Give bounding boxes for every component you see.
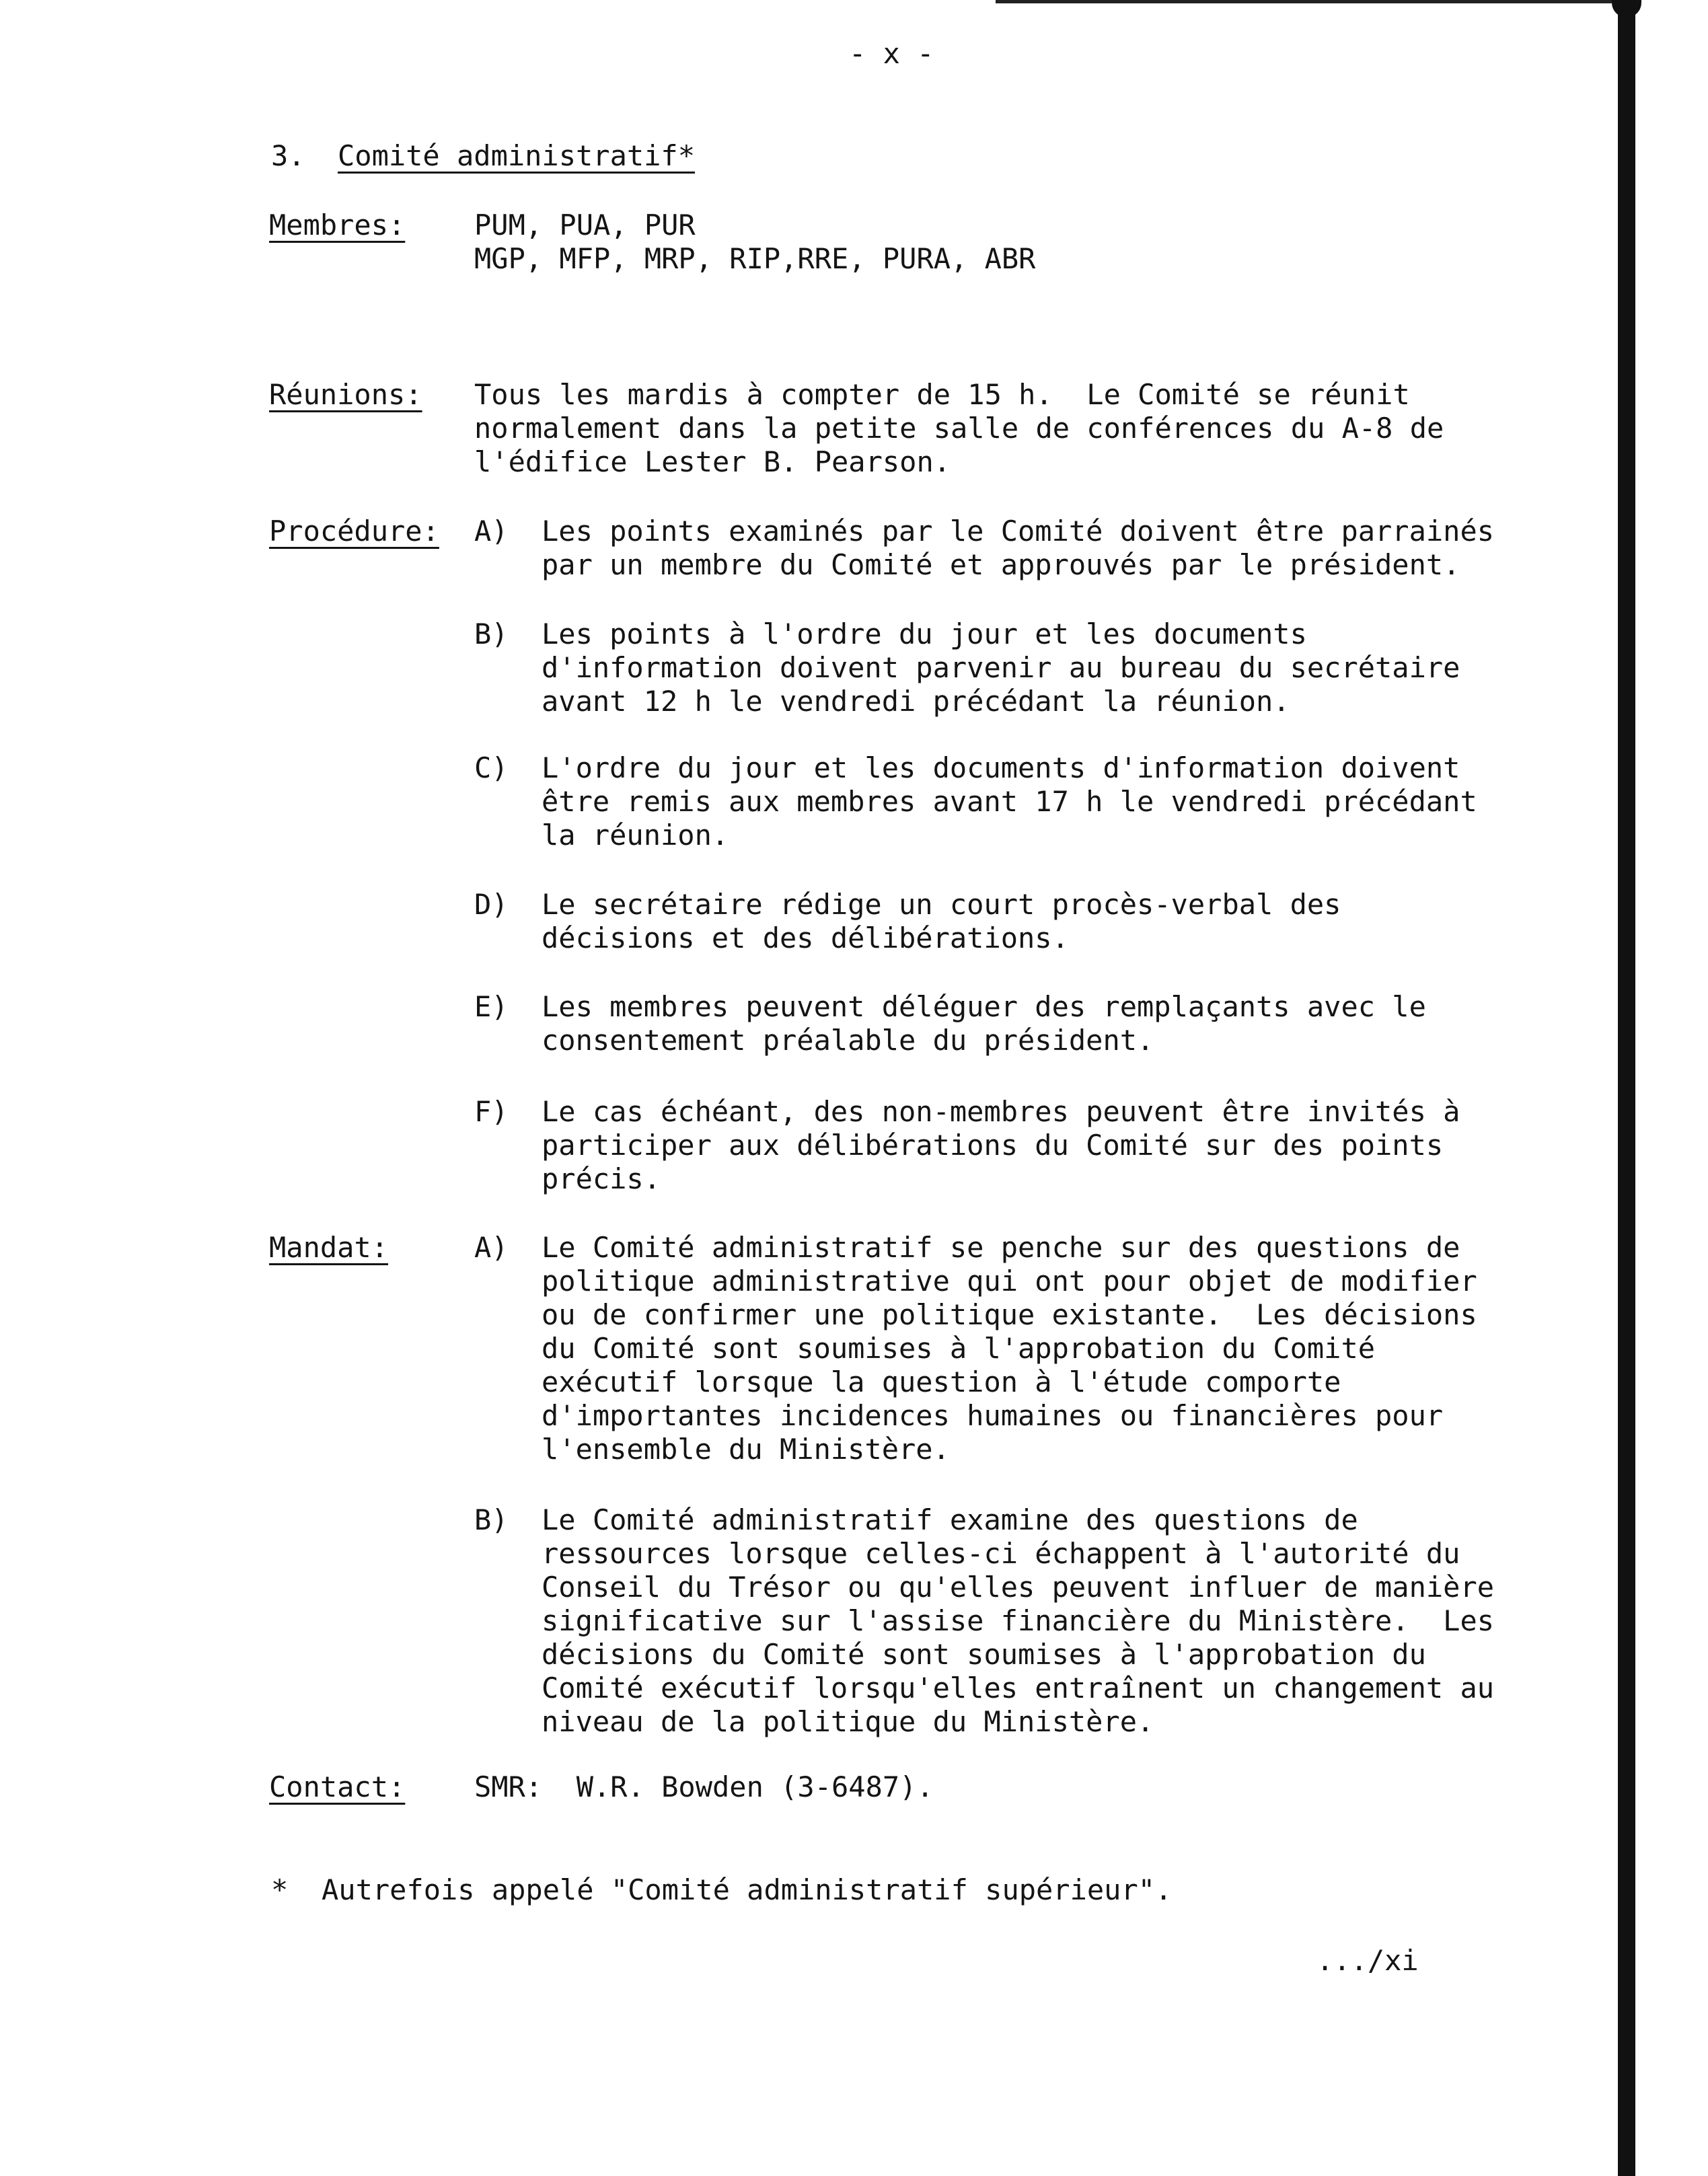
- contact-text: SMR: W.R. Bowden (3-6487).: [474, 1770, 934, 1803]
- membres-label: Membres:: [269, 209, 406, 241]
- item-line: avant 12 h le vendredi précédant la réunion.: [542, 685, 1290, 718]
- item-letter: D): [474, 888, 509, 921]
- item-line: participer aux délibérations du Comité sur des points: [542, 1129, 1444, 1162]
- item-line: exécutif lorsque la question à l'étude comporte: [542, 1365, 1341, 1398]
- reunions-line: Tous les mardis à compter de 15 h. Le Comité se réunit: [474, 378, 1410, 411]
- section-title: Comité administratif*: [338, 139, 696, 172]
- scan-edge-bar: [1618, 0, 1635, 2176]
- contact-label: Contact:: [269, 1770, 406, 1803]
- item-line: Le secrétaire rédige un court procès-verbal des: [542, 888, 1341, 921]
- procedure-label: Procédure:: [269, 515, 439, 548]
- item-letter: C): [474, 751, 509, 784]
- item-line: Les membres peuvent déléguer des remplaçants avec le: [542, 990, 1426, 1023]
- item-line: être remis aux membres avant 17 h le vendredi précédant: [542, 785, 1477, 818]
- item-line: Le Comité administratif se penche sur des questions de: [542, 1231, 1460, 1264]
- item-line: consentement préalable du président.: [542, 1024, 1154, 1057]
- reunions-line: normalement dans la petite salle de conférences du A-8 de: [474, 412, 1444, 445]
- continuation-marker: .../xi: [1316, 1944, 1419, 1977]
- footnote-marker: *: [271, 1873, 289, 1906]
- membres-line: MGP, MFP, MRP, RIP,RRE, PURA, ABR: [474, 242, 1036, 275]
- item-line: décisions du Comité sont soumises à l'approbation du: [542, 1638, 1426, 1671]
- item-line: par un membre du Comité et approuvés par le président.: [542, 548, 1460, 581]
- item-line: Le Comité administratif examine des questions de: [542, 1503, 1358, 1536]
- item-letter: A): [474, 515, 509, 548]
- item-line: significative sur l'assise financière du Ministère. Les: [542, 1604, 1495, 1637]
- item-line: ou de confirmer une politique existante. Les décisions: [542, 1298, 1477, 1331]
- item-letter: E): [474, 990, 509, 1023]
- item-letter: F): [474, 1095, 509, 1128]
- item-letter: A): [474, 1231, 509, 1264]
- mandat-label: Mandat:: [269, 1231, 389, 1264]
- item-line: la réunion.: [542, 819, 729, 852]
- page-number: - x -: [849, 37, 934, 70]
- item-line: d'importantes incidences humaines ou financières pour: [542, 1399, 1444, 1432]
- footnote-text: Autrefois appelé "Comité administratif supérieur".: [322, 1873, 1173, 1906]
- item-line: l'ensemble du Ministère.: [542, 1433, 950, 1466]
- item-line: ressources lorsque celles-ci échappent à l'autorité du: [542, 1537, 1460, 1570]
- reunions-label: Réunions:: [269, 378, 422, 411]
- item-line: du Comité sont soumises à l'approbation du Comité: [542, 1332, 1376, 1365]
- item-line: niveau de la politique du Ministère.: [542, 1705, 1154, 1738]
- item-line: Conseil du Trésor ou qu'elles peuvent influer de manière: [542, 1571, 1495, 1604]
- item-line: Le cas échéant, des non-membres peuvent être invités à: [542, 1095, 1460, 1128]
- item-line: Comité exécutif lorsqu'elles entraînent un changement au: [542, 1672, 1495, 1704]
- item-line: décisions et des délibérations.: [542, 922, 1069, 954]
- item-line: d'information doivent parvenir au bureau du secrétaire: [542, 651, 1460, 684]
- item-line: Les points examinés par le Comité doivent être parrainés: [542, 515, 1495, 548]
- item-letter: B): [474, 1503, 509, 1536]
- item-line: précis.: [542, 1162, 661, 1195]
- top-edge-rule: [996, 0, 1635, 3]
- scan-edge-flare: [1612, 0, 1641, 17]
- item-letter: B): [474, 617, 509, 650]
- item-line: politique administrative qui ont pour objet de modifier: [542, 1265, 1477, 1298]
- item-line: Les points à l'ordre du jour et les documents: [542, 617, 1307, 650]
- item-line: L'ordre du jour et les documents d'information doivent: [542, 751, 1460, 784]
- reunions-line: l'édifice Lester B. Pearson.: [474, 445, 951, 478]
- membres-line: PUM, PUA, PUR: [474, 209, 696, 241]
- section-number: 3.: [271, 139, 305, 172]
